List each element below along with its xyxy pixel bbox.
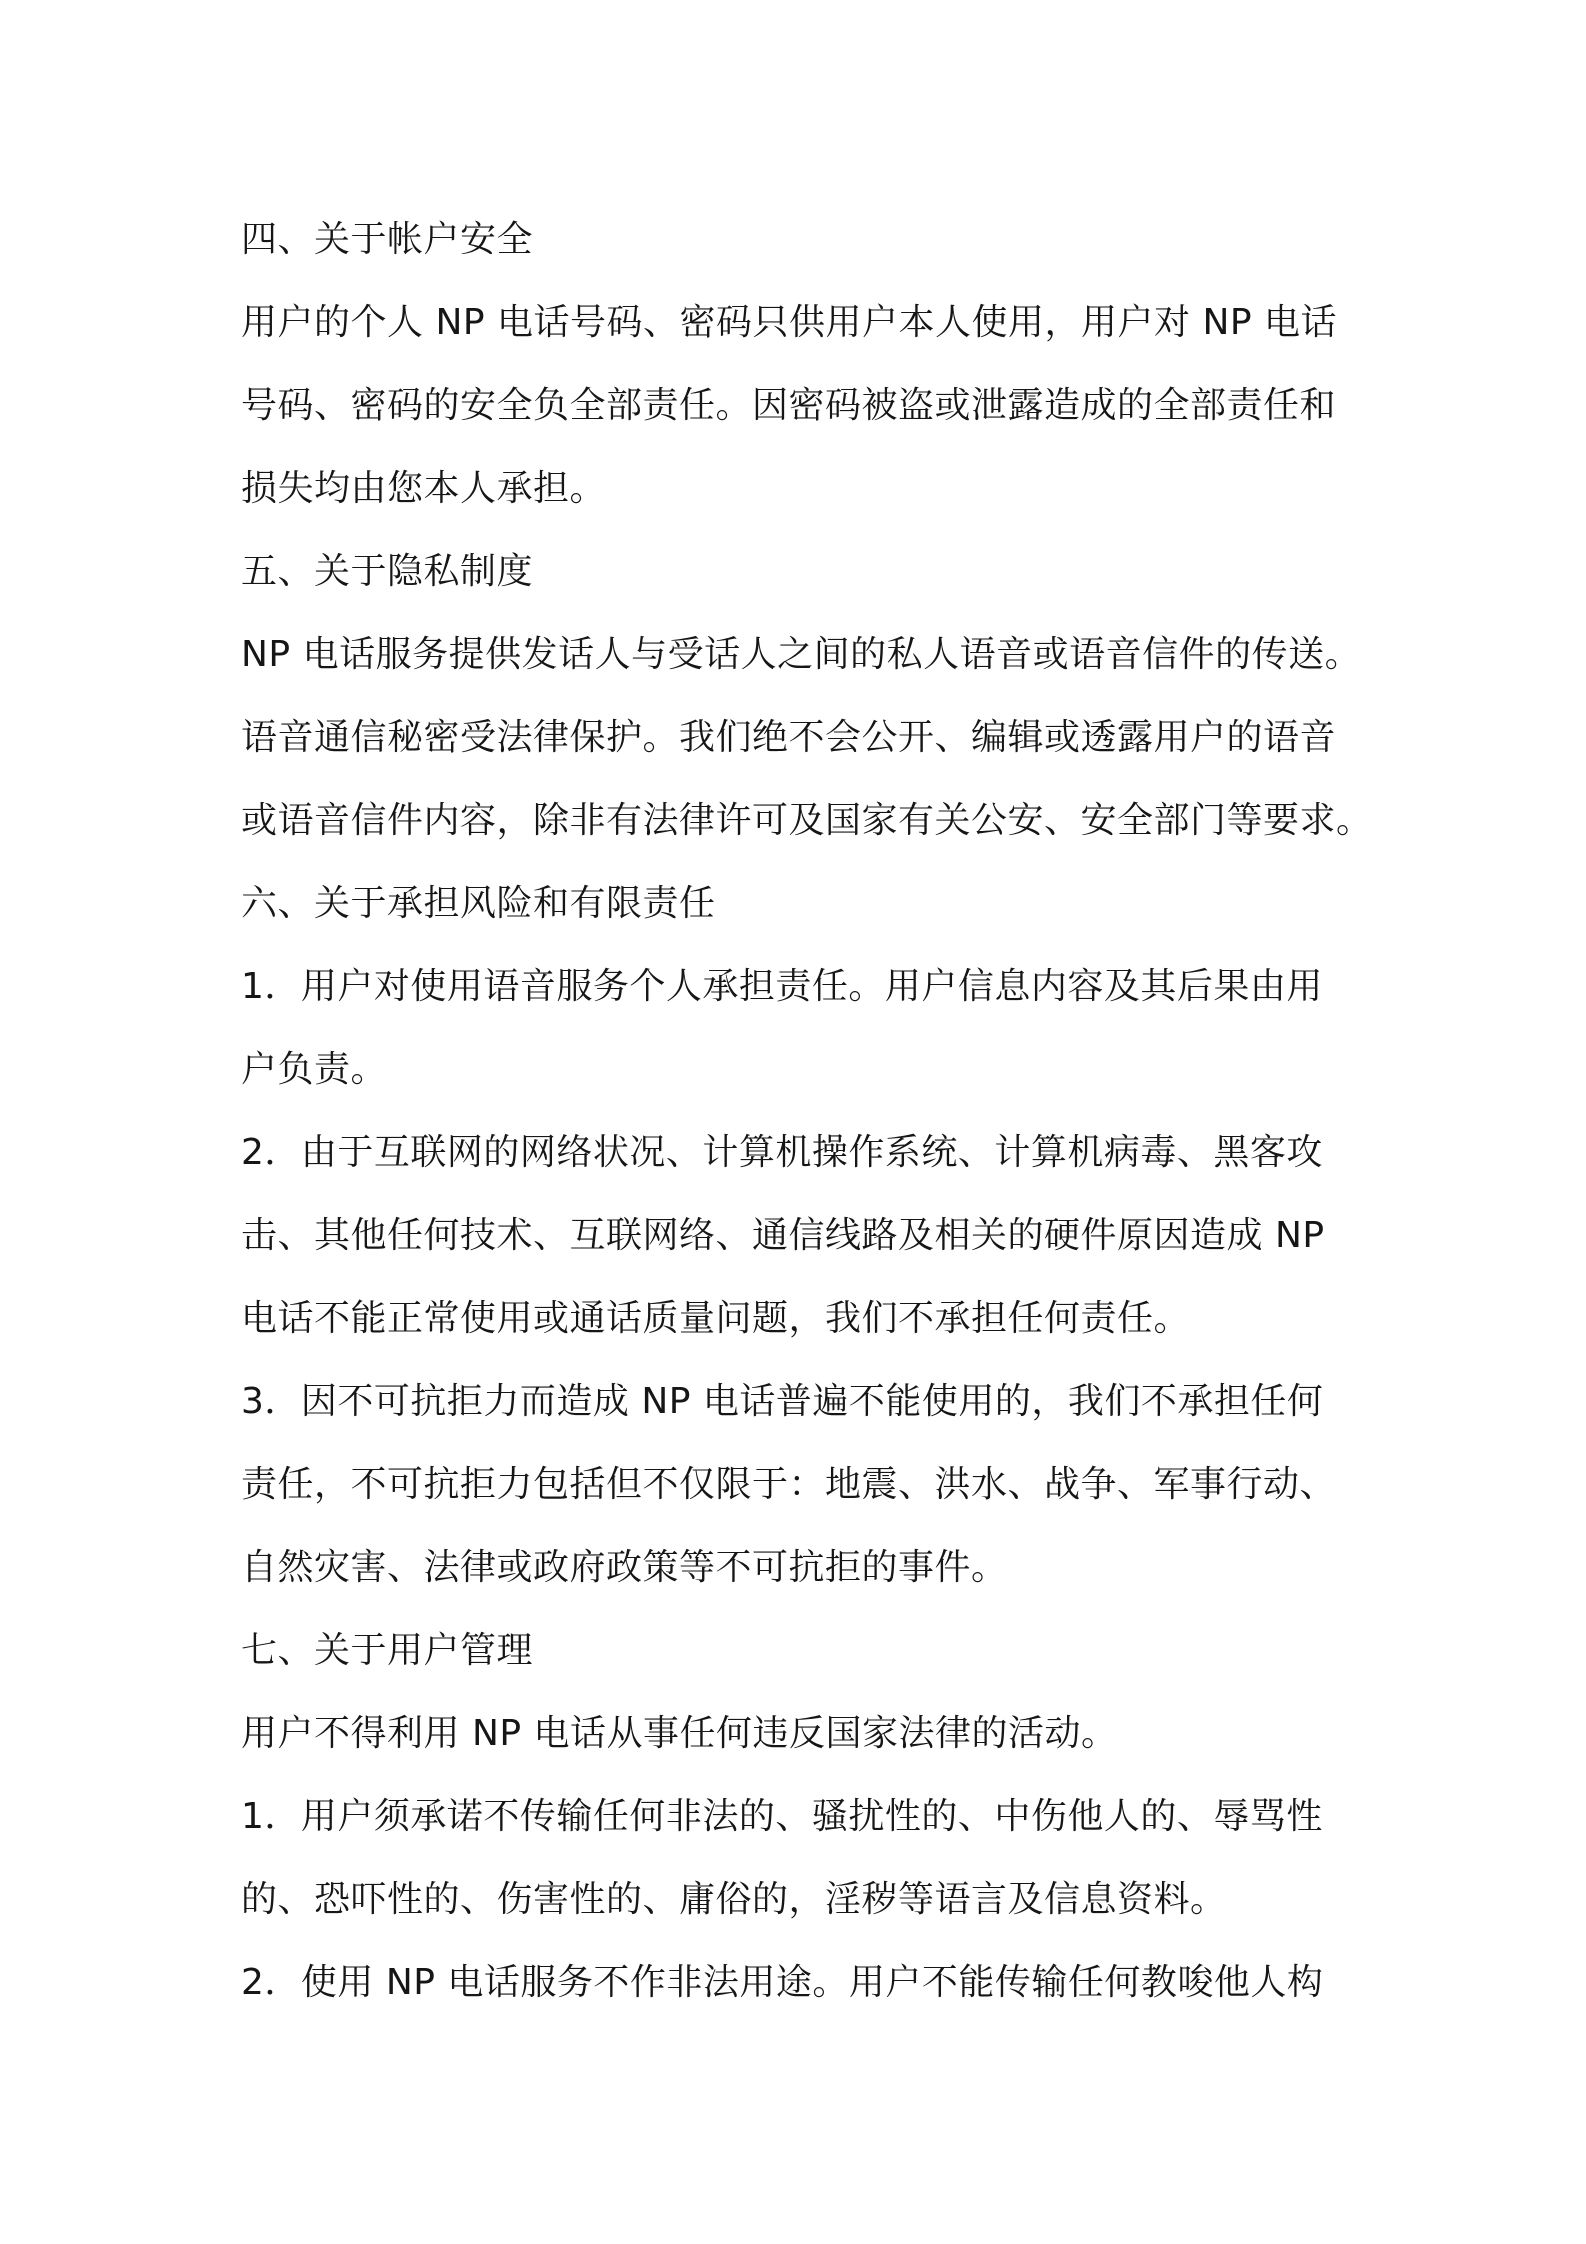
list-item-line: 1．用户对使用语音服务个人承担责任。用户信息内容及其后果由用: [241, 966, 1323, 1007]
document-body: [241, 198, 1373, 2024]
list-item-line: 2．由于互联网的网络状况、计算机操作系统、计算机病毒、黑客攻: [241, 1132, 1323, 1173]
list-item-line: 电话不能正常使用或通话质量问题，我们不承担任何责任。: [241, 1298, 1191, 1339]
paragraph-line: NP 电话服务提供发话人与受话人之间的私人语音或语音信件的传送。: [241, 634, 1362, 675]
list-item-line: 户负责。: [241, 1049, 388, 1090]
list-item-line: 2．使用 NP 电话服务不作非法用途。用户不能传输任何教唆他人构: [241, 1962, 1324, 2003]
paragraph-line: 号码、密码的安全负全部责任。因密码被盗或泄露造成的全部责任和: [241, 385, 1337, 426]
paragraph-line: 用户的个人 NP 电话号码、密码只供用户本人使用，用户对 NP 电话: [241, 302, 1338, 343]
section-heading-privacy: 五、关于隐私制度: [241, 551, 534, 592]
section-heading-user-management: 七、关于用户管理: [241, 1630, 534, 1671]
list-item-line: 责任，不可抗拒力包括但不仅限于：地震、洪水、战争、军事行动、: [241, 1464, 1337, 1505]
paragraph-line: 损失均由您本人承担。: [241, 468, 607, 509]
list-item-line: 的、恐吓性的、伤害性的、庸俗的，淫秽等语言及信息资料。: [241, 1879, 1227, 1920]
section-heading-account-security: 四、关于帐户安全: [241, 219, 534, 260]
paragraph-line: 或语音信件内容，除非有法律许可及国家有关公安、安全部门等要求。: [241, 800, 1373, 841]
paragraph-line: 语音通信秘密受法律保护。我们绝不会公开、编辑或透露用户的语音: [241, 717, 1337, 758]
list-item-line: 1．用户须承诺不传输任何非法的、骚扰性的、中伤他人的、辱骂性: [241, 1796, 1323, 1837]
paragraph-line: 用户不得利用 NP 电话从事任何违反国家法律的活动。: [241, 1713, 1118, 1754]
list-item-line: 3．因不可抗拒力而造成 NP 电话普遍不能使用的，我们不承担任何: [241, 1381, 1324, 1422]
list-item-line: 自然灾害、法律或政府政策等不可抗拒的事件。: [241, 1547, 1008, 1588]
list-item-line: 击、其他任何技术、互联网络、通信线路及相关的硬件原因造成 NP: [241, 1215, 1325, 1256]
section-heading-risk-liability: 六、关于承担风险和有限责任: [241, 883, 716, 924]
